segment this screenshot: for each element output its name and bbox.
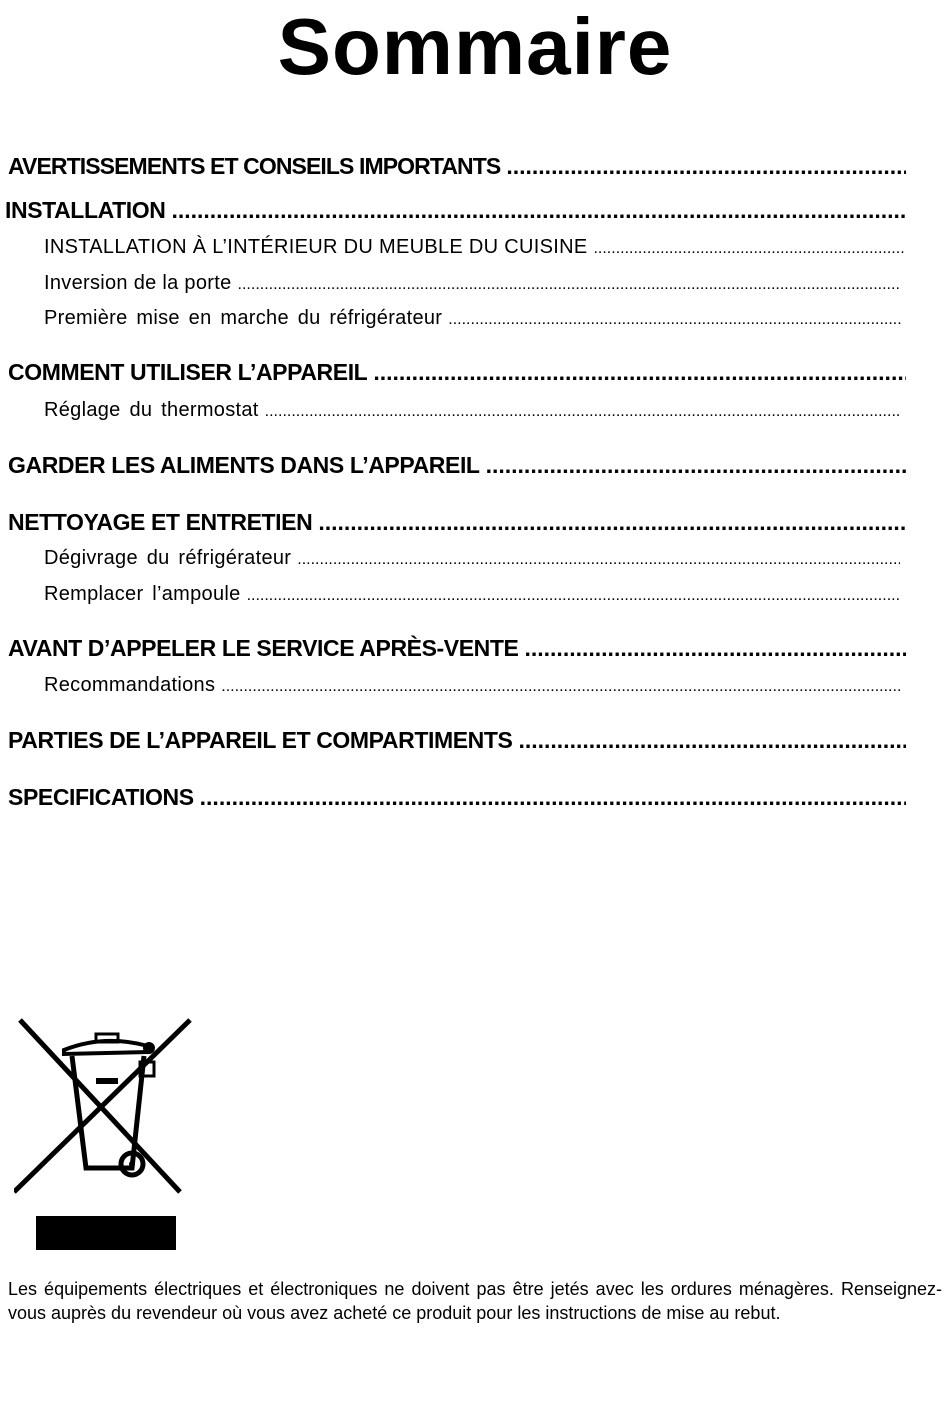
toc-entry-parts[interactable] [8, 726, 906, 754]
toc-label: AVANT D’APPELER LE SERVICE APRÈS-VENTE [8, 635, 519, 661]
toc-label: Inversion de la porte [44, 272, 232, 294]
toc-entry-defrosting[interactable] [44, 545, 900, 573]
toc-entry-bulb-replacement[interactable] [44, 581, 900, 609]
toc-entry-installation[interactable] [5, 196, 906, 224]
toc-entry-built-in-installation[interactable] [44, 234, 904, 262]
toc-dot-leader [297, 545, 900, 573]
toc-entry-service[interactable] [8, 634, 906, 662]
toc-entry-specifications[interactable] [8, 783, 906, 811]
toc-dot-leader [200, 783, 906, 811]
toc-dot-leader [238, 270, 900, 298]
toc-label: AVERTISSEMENTS ET CONSEILS IMPORTANTS [8, 153, 501, 179]
toc-entry-first-start[interactable] [44, 305, 902, 333]
toc-entry-storage[interactable] [8, 451, 906, 479]
toc-label: NETTOYAGE ET ENTRETIEN [8, 509, 313, 535]
weee-disposal-notice: Les équipements électriques et électroniques ne doivent pas être jetés avec les ordures ménagères. Renseignez-vous auprès du revendeur où vous avez acheté ce produit pour les instructions de mise au rebut. [8, 1279, 942, 1323]
toc-label: Remplacer l’ampoule [44, 583, 241, 605]
toc-entry-door-reversal[interactable] [44, 270, 900, 298]
toc-entry-usage[interactable] [8, 358, 906, 386]
toc-dot-leader [221, 672, 900, 700]
toc-dot-leader [373, 358, 906, 386]
toc-dot-leader [247, 581, 900, 609]
toc-entry-warnings[interactable] [8, 152, 906, 180]
toc-dot-leader [518, 726, 906, 754]
toc-entry-cleaning[interactable] [8, 508, 906, 536]
toc-label: Première mise en marche du réfrigérateur [44, 307, 443, 329]
toc-label: SPECIFICATIONS [8, 784, 194, 810]
crossed-out-wheelie-bin-icon [14, 1016, 196, 1256]
toc-label: Recommandations [44, 674, 216, 696]
toc-label: COMMENT UTILISER L’APPAREIL [8, 359, 368, 385]
toc-label: Réglage du thermostat [44, 399, 259, 421]
toc-label: Dégivrage du réfrigérateur [44, 547, 292, 569]
toc-label: INSTALLATION [5, 197, 166, 223]
toc-label: PARTIES DE L’APPAREIL ET COMPARTIMENTS [8, 727, 513, 753]
page-title: Sommaire [277, 2, 673, 91]
toc-dot-leader [524, 634, 906, 662]
toc-entry-thermostat[interactable] [44, 397, 900, 425]
toc-dot-leader [171, 196, 906, 224]
toc-label: INSTALLATION À L’INTÉRIEUR DU MEUBLE DU CUISINE [44, 236, 588, 258]
toc-dot-leader [486, 451, 906, 479]
toc-dot-leader [593, 234, 904, 262]
toc-dot-leader [506, 152, 906, 180]
toc-label: GARDER LES ALIMENTS DANS L’APPAREIL [8, 452, 480, 478]
toc-dot-leader [448, 305, 902, 333]
toc-entry-recommendations[interactable] [44, 672, 900, 700]
toc-dot-leader [265, 397, 900, 425]
toc-dot-leader [318, 508, 906, 536]
